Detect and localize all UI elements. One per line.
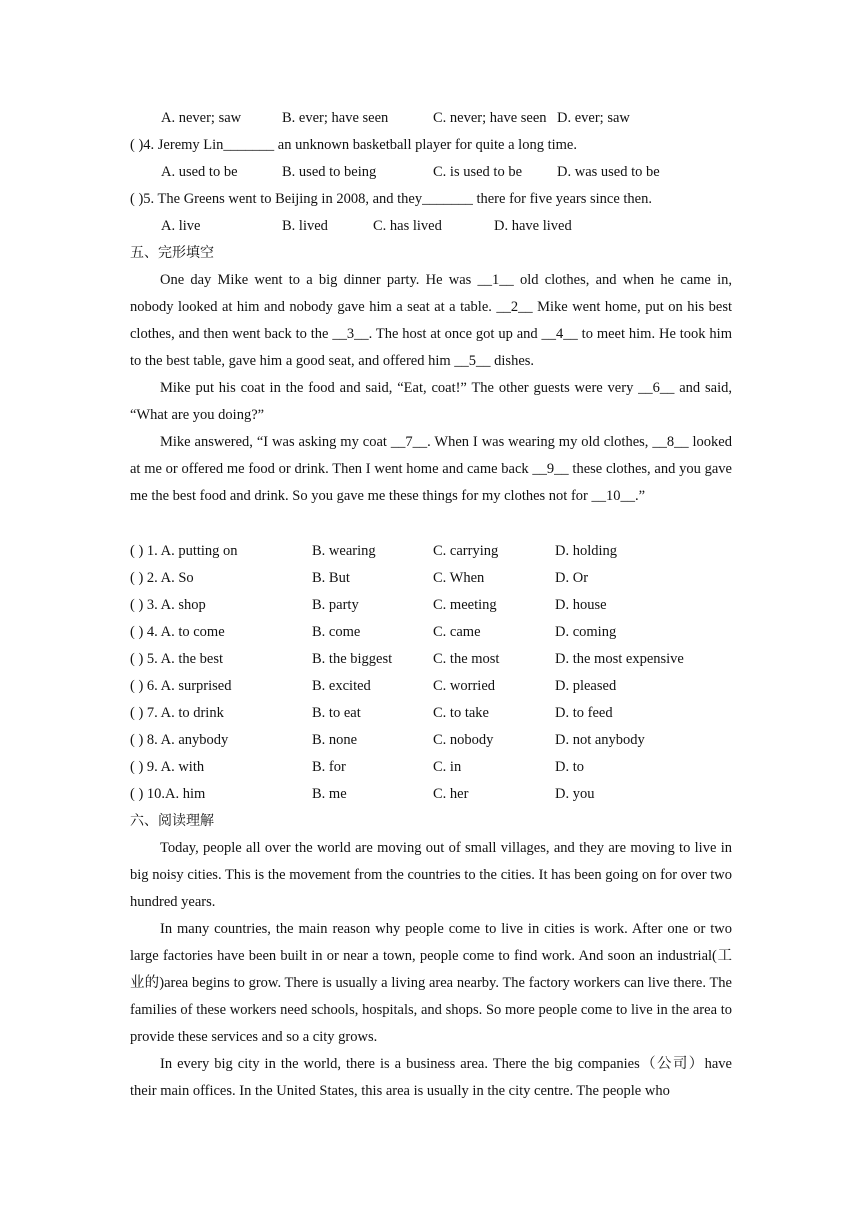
reading-paragraph-2: In many countries, the main reason why people come to live in cities is work. After one or two large factories have been built in or near a town, people come to find work. And soon an industrial(工业的)area begins to grow. There is usually a living area nearby. The factory workers can live there. The families of these workers need schools, hospitals, and shops. So more people come to live in the area to provide these services and so a city grows. bbox=[130, 921, 732, 1045]
q3-option-a: A. never; saw bbox=[161, 110, 242, 126]
question-number-option-a: ( ) 5. A. the best bbox=[130, 651, 224, 667]
q3-option-b: B. ever; have seen bbox=[282, 110, 389, 126]
option-b: B. the biggest bbox=[312, 651, 393, 667]
cloze-paragraph-3: Mike answered, “I was asking my coat __7__. When I was wearing my old clothes, __8__ looked at me or offered me food or drink. Then I went home and came back __9__ these clothes, and you gave me the best food and drink. So you gave me these things for my clothes not for __10__.” bbox=[130, 434, 732, 504]
option-c: C. meeting bbox=[433, 597, 497, 613]
option-b: B. for bbox=[312, 759, 346, 775]
option-d: D. to feed bbox=[555, 705, 613, 721]
question-number-option-a: ( ) 8. A. anybody bbox=[130, 732, 229, 748]
question-number-option-a: ( ) 10.A. him bbox=[130, 786, 206, 802]
option-c: C. worried bbox=[433, 678, 496, 694]
question-number-option-a: ( ) 1. A. putting on bbox=[130, 543, 238, 559]
option-d: D. the most expensive bbox=[555, 651, 684, 667]
q3-option-c: C. never; have seen bbox=[433, 110, 547, 126]
option-c: C. carrying bbox=[433, 543, 499, 559]
option-b: B. party bbox=[312, 597, 359, 613]
option-b: B. none bbox=[312, 732, 358, 748]
option-c: C. When bbox=[433, 570, 485, 586]
option-d: D. you bbox=[555, 786, 595, 802]
q5-stem: ( )5. The Greens went to Beijing in 2008, and they_______ there for five years since then. bbox=[130, 191, 652, 207]
option-b: B. me bbox=[312, 786, 347, 802]
option-d: D. to bbox=[555, 759, 584, 775]
question-number-option-a: ( ) 6. A. surprised bbox=[130, 678, 232, 694]
question-number-option-a: ( ) 9. A. with bbox=[130, 759, 205, 775]
option-c: C. the most bbox=[433, 651, 500, 667]
option-b: B. But bbox=[312, 570, 350, 586]
q4-option-c: C. is used to be bbox=[433, 164, 523, 180]
option-c: C. in bbox=[433, 759, 462, 775]
question-number-option-a: ( ) 4. A. to come bbox=[130, 624, 225, 640]
reading-heading: 六、阅读理解 bbox=[130, 813, 214, 829]
q4-stem: ( )4. Jeremy Lin_______ an unknown basketball player for quite a long time. bbox=[130, 137, 577, 153]
cloze-paragraph-2: Mike put his coat in the food and said, “Eat, coat!” The other guests were very __6__ and said, “What are you doing?” bbox=[130, 380, 732, 423]
option-c: C. her bbox=[433, 786, 469, 802]
option-d: D. holding bbox=[555, 543, 618, 559]
q4-option-b: B. used to being bbox=[282, 164, 377, 180]
q4-option-d: D. was used to be bbox=[557, 164, 660, 180]
reading-paragraph-1: Today, people all over the world are moving out of small villages, and they are moving to live in big noisy cities. This is the movement from the countries to the cities. It has been going on for over two hundred years. bbox=[130, 840, 732, 910]
cloze-paragraph-1: One day Mike went to a big dinner party. He was __1__ old clothes, and when he came in, nobody looked at him and nobody gave him a seat at a table. __2__ Mike went home, put on his best clothes, and then went back to the __3__. The host at once got up and __4__ to meet him. He took him to the best table, gave him a good seat, and offered him __5__ dishes. bbox=[130, 272, 732, 369]
question-number-option-a: ( ) 3. A. shop bbox=[130, 597, 206, 613]
q3-option-d: D. ever; saw bbox=[557, 110, 630, 126]
option-c: C. nobody bbox=[433, 732, 494, 748]
q5-option-b: B. lived bbox=[282, 218, 328, 234]
option-b: B. excited bbox=[312, 678, 371, 694]
q5-option-a: A. live bbox=[161, 218, 201, 234]
question-number-option-a: ( ) 7. A. to drink bbox=[130, 705, 224, 721]
option-d: D. pleased bbox=[555, 678, 617, 694]
option-d: D. house bbox=[555, 597, 607, 613]
reading-paragraph-3: In every big city in the world, there is a business area. There the big companies（公司）have their main offices. In the United States, this area is usually in the city centre. The people who bbox=[130, 1056, 732, 1099]
q4-option-a: A. used to be bbox=[161, 164, 238, 180]
option-c: C. came bbox=[433, 624, 481, 640]
option-b: B. wearing bbox=[312, 543, 376, 559]
option-d: D. coming bbox=[555, 624, 617, 640]
q5-option-d: D. have lived bbox=[494, 218, 572, 234]
option-c: C. to take bbox=[433, 705, 489, 721]
q5-option-c: C. has lived bbox=[373, 218, 442, 234]
option-d: D. not anybody bbox=[555, 732, 645, 748]
cloze-heading: 五、完形填空 bbox=[130, 245, 214, 261]
option-d: D. Or bbox=[555, 570, 589, 586]
option-b: B. to eat bbox=[312, 705, 361, 721]
option-b: B. come bbox=[312, 624, 361, 640]
question-number-option-a: ( ) 2. A. So bbox=[130, 570, 194, 586]
